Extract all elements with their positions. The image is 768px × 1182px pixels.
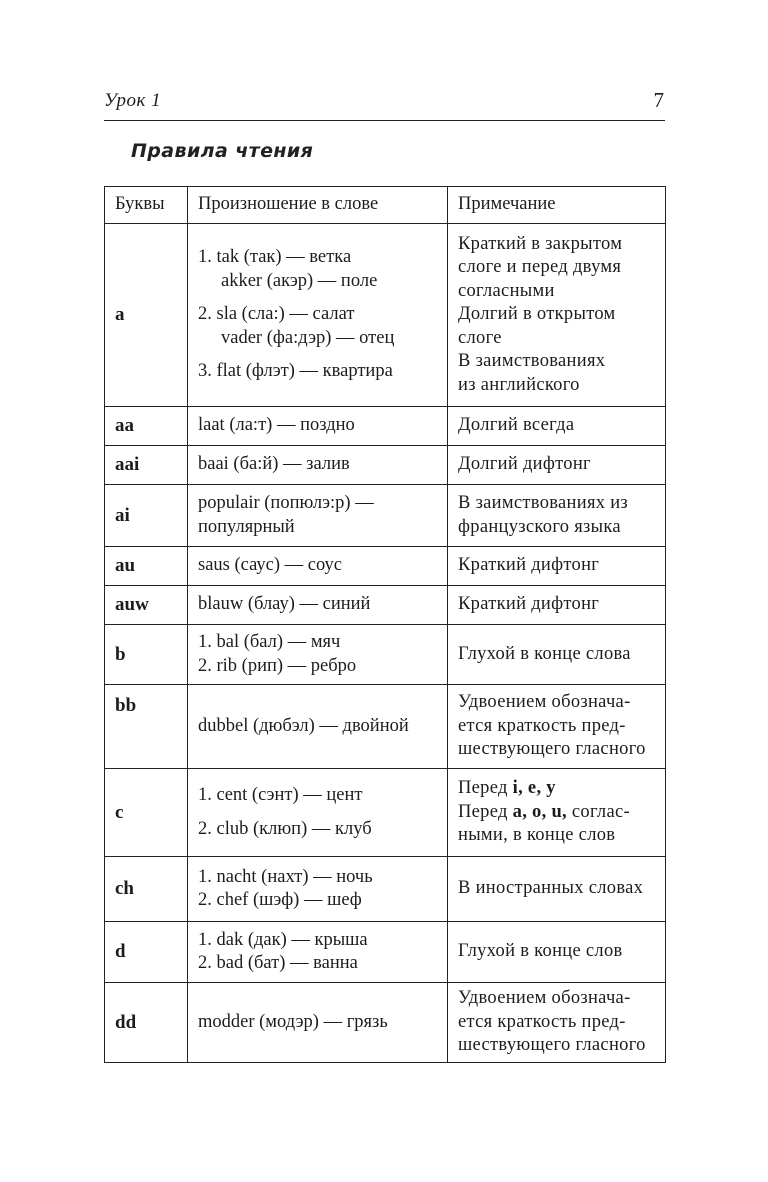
note-line: шествующего гласного [458, 739, 646, 760]
note-line: Краткий дифтонг [458, 555, 600, 576]
section-title: Правила чтения [131, 140, 314, 162]
pronunciation-cell [188, 446, 448, 485]
note-line: слоге и перед двумя [458, 257, 622, 278]
pronunciation-group [198, 784, 442, 808]
running-head [104, 88, 665, 121]
pronunciation-line: modder (модэр) — грязь [198, 1011, 388, 1032]
note-suffix: соглас- [571, 801, 630, 822]
pronunciation-line: akker (акэр) — поле [221, 270, 378, 291]
note-cell [448, 224, 666, 407]
note-line: В заимствованиях из [458, 493, 629, 513]
note-line: согласными [458, 280, 555, 301]
note-line: Удвоением обознача- [458, 692, 631, 713]
pronunciation-cell [188, 857, 448, 922]
note-cell [448, 922, 666, 983]
pronunciation-line: 1. nacht (нахт) — ночь [198, 866, 373, 887]
pronunciation-line: 1. cent (сэнт) — цент [198, 785, 363, 805]
column-header-letters: Буквы [105, 187, 188, 224]
letter-cell: auw [105, 586, 188, 625]
lesson-label: Урок 1 [104, 90, 162, 111]
table-row [105, 224, 666, 407]
letter-cell: ch [105, 857, 188, 922]
pronunciation-line: популярный [198, 516, 295, 537]
pronunciation-cell [188, 685, 448, 769]
note-cell [448, 857, 666, 922]
note-line: Удвоением обознача- [458, 988, 631, 1009]
note-cell [448, 547, 666, 586]
note-letters: i, e, y [512, 778, 556, 799]
letter-cell: au [105, 547, 188, 586]
table-header-row [105, 187, 666, 224]
note-line: Долгий дифтонг [458, 454, 591, 475]
pronunciation-line: dubbel (дюбэл) — двойной [198, 715, 409, 736]
pronunciation-group [198, 818, 442, 842]
pronunciation-line: 1. dak (дак) — крыша [198, 929, 368, 950]
note-cell [448, 685, 666, 769]
pronunciation-cell [188, 547, 448, 586]
table-row [105, 922, 666, 983]
pronunciation-cell [188, 983, 448, 1063]
letter-cell: dd [105, 983, 188, 1063]
note-prefix: Перед [458, 778, 508, 799]
table-row [105, 625, 666, 685]
note-line: Краткий дифтонг [458, 594, 600, 615]
note-line: из английского [458, 374, 580, 395]
pronunciation-line: 1. tak (так) — ветка [198, 247, 352, 268]
pronunciation-line: 2. club (клюп) — клуб [198, 818, 372, 839]
pronunciation-line: blauw (блау) — синий [198, 594, 371, 615]
page-number: 7 [653, 88, 664, 112]
pronunciation-line: 1. bal (бал) — мяч [198, 632, 341, 652]
note-line: слоге [458, 327, 502, 348]
note-line: Глухой в конце слов [458, 941, 623, 962]
note-line: В иностранных словах [458, 878, 644, 899]
note-cell [448, 485, 666, 547]
table-row [105, 407, 666, 446]
table-row [105, 547, 666, 586]
letter-cell: ai [105, 485, 188, 547]
note-prefix: Перед [458, 801, 508, 822]
pronunciation-line: saus (саус) — соус [198, 555, 342, 576]
note-cell [448, 769, 666, 857]
letter-cell: d [105, 922, 188, 983]
note-line: Долгий в открытом [458, 304, 616, 325]
pronunciation-cell [188, 407, 448, 446]
note-line: В заимствованиях [458, 351, 606, 372]
pronunciation-line: 2. sla (сла:) — салат [198, 304, 355, 325]
note-line: ется краткость пред- [458, 1011, 626, 1032]
note-line: Долгий всегда [458, 415, 575, 436]
note-letters: a, o, u, [512, 801, 567, 822]
table-row [105, 983, 666, 1063]
pronunciation-cell [188, 586, 448, 625]
table-row [105, 685, 666, 769]
note-cell [448, 446, 666, 485]
column-header-note: Примечание [448, 187, 666, 224]
pronunciation-line: populair (попюлэ:р) — [198, 493, 374, 513]
pronunciation-line: 2. chef (шэф) — шеф [198, 890, 362, 910]
column-header-pronunciation: Произношение в слове [188, 187, 448, 224]
pronunciation-line: laat (ла:т) — поздно [198, 415, 355, 436]
table-row [105, 857, 666, 922]
table-row [105, 485, 666, 547]
letter-cell: b [105, 625, 188, 685]
note-cell [448, 983, 666, 1063]
note-line [458, 777, 660, 801]
pronunciation-group [198, 303, 442, 350]
letter-cell: bb [105, 685, 188, 769]
pronunciation-cell [188, 485, 448, 547]
reading-rules-table [104, 186, 666, 1063]
note-line: шествующего гласного [458, 1035, 646, 1056]
note-line: Глухой в конце слова [458, 643, 631, 664]
pronunciation-group [198, 360, 442, 384]
pronunciation-cell [188, 625, 448, 685]
note-line [458, 801, 660, 825]
pronunciation-cell [188, 769, 448, 857]
note-line: Краткий в закрытом [458, 233, 623, 254]
pronunciation-line: 2. rib (рип) — ребро [198, 655, 357, 676]
table-row [105, 769, 666, 857]
letter-cell: c [105, 769, 188, 857]
pronunciation-cell [188, 922, 448, 983]
note-cell [448, 407, 666, 446]
letter-cell: a [105, 224, 188, 407]
note-cell [448, 586, 666, 625]
note-line: французского языка [458, 516, 621, 537]
letter-cell: aa [105, 407, 188, 446]
table-row [105, 586, 666, 625]
pronunciation-line: baai (ба:й) — залив [198, 454, 350, 475]
pronunciation-group [198, 246, 442, 293]
note-line: ными, в конце слов [458, 825, 616, 846]
table-row [105, 446, 666, 485]
pronunciation-line: vader (фа:дэр) — отец [221, 327, 395, 348]
pronunciation-cell [188, 224, 448, 407]
pronunciation-line: 2. bad (бат) — ванна [198, 953, 358, 973]
note-line: ется краткость пред- [458, 715, 626, 736]
pronunciation-line: 3. flat (флэт) — квартира [198, 361, 393, 382]
letter-cell: aai [105, 446, 188, 485]
note-cell [448, 625, 666, 685]
